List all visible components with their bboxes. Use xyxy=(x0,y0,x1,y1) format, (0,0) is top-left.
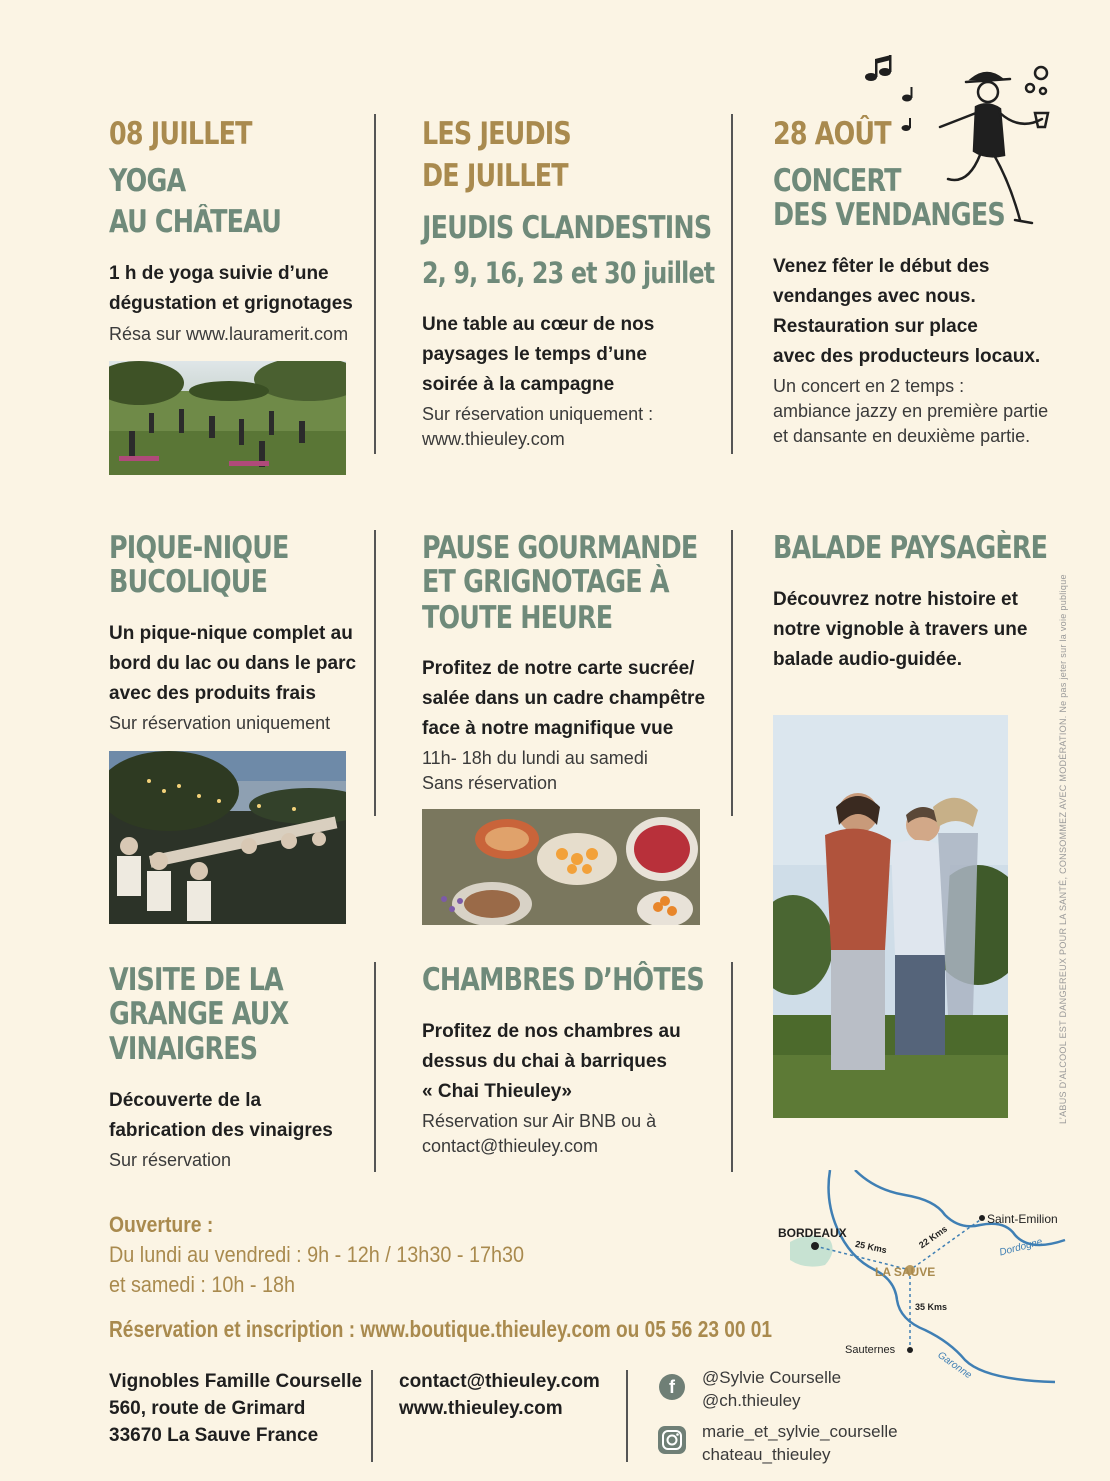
balade-desc-2: notre vignoble à travers une xyxy=(773,619,1028,640)
map-label-bordeaux: BORDEAUX xyxy=(778,1226,847,1240)
map-distance-35: 35 Kms xyxy=(915,1302,948,1312)
jeudis-note-2: www.thieuley.com xyxy=(422,429,565,449)
pause-desc-2: salée dans un cadre champêtre xyxy=(422,688,706,709)
event-title-jeudis: JEUDIS CLANDESTINS xyxy=(422,210,712,246)
event-date-concert: 28 AOÛT xyxy=(773,116,891,152)
pique-desc-2: bord du lac ou dans le parc xyxy=(109,653,357,674)
pause-desc-3: face à notre magnifique vue xyxy=(422,718,674,739)
divider xyxy=(374,962,376,1172)
balade-desc-1: Découvrez notre histoire et xyxy=(773,589,1018,610)
visite-title-3: VINAIGRES xyxy=(109,1031,258,1067)
pique-note: Sur réservation uniquement xyxy=(109,713,331,733)
concert-desc-4: avec des producteurs locaux. xyxy=(773,346,1041,367)
pause-note-1: 11h- 18h du lundi au samedi xyxy=(422,748,648,768)
map-label-saint-emilion: Saint-Emilion xyxy=(987,1212,1058,1226)
divider xyxy=(626,1370,628,1462)
reservation-line[interactable]: Réservation et inscription : www.boutique.thieuley.com ou 05 56 23 00 01 xyxy=(109,1316,773,1342)
legal-notice: L’ABUS D’ALCOOL EST DANGEREUX POUR LA SANTÉ, CONSOMMEZ AVEC MODÉRATION. Ne pas jeter sur la voie publique xyxy=(1058,574,1068,1124)
chambres-note-2: contact@thieuley.com xyxy=(422,1136,599,1156)
balade-title: BALADE PAYSAGÈRE xyxy=(773,530,1048,566)
footer-address-1: Vignobles Famille Courselle xyxy=(109,1371,363,1392)
jeudis-dates: 2, 9, 16, 23 et 30 juillet xyxy=(422,256,715,290)
pause-title-2: ET GRIGNOTAGE À xyxy=(422,564,669,600)
facebook-handle-2[interactable]: @ch.thieuley xyxy=(702,1391,801,1410)
instagram-handle-1[interactable]: marie_et_sylvie_courselle xyxy=(702,1422,898,1441)
map-label-dordogne: Dordogne xyxy=(998,1236,1044,1259)
pique-title-1: PIQUE-NIQUE xyxy=(109,530,289,566)
chambres-desc-2: dessus du chai à barriques xyxy=(422,1051,667,1072)
footer-address-3: 33670 La Sauve France xyxy=(109,1425,319,1446)
jeudis-desc-3: soirée à la campagne xyxy=(422,374,615,395)
event-title-concert-1: CONCERT xyxy=(773,163,901,199)
pique-desc-3: avec des produits frais xyxy=(109,683,316,704)
pause-title-3: TOUTE HEURE xyxy=(422,600,613,636)
dancer-illustration xyxy=(860,55,1065,230)
divider xyxy=(731,114,733,454)
event-date-jeudis-1: LES JEUDIS xyxy=(422,116,571,152)
concert-note-1: Un concert en 2 temps : xyxy=(773,376,965,396)
map-label-sauternes: Sauternes xyxy=(845,1344,896,1356)
divider xyxy=(731,530,733,816)
region-map xyxy=(775,1170,1075,1390)
visite-note: Sur réservation xyxy=(109,1150,232,1170)
event-date-yoga: 08 JUILLET xyxy=(109,116,252,152)
yoga-note: Résa sur www.lauramerit.com xyxy=(109,324,349,344)
concert-note-3: et dansante en deuxième partie. xyxy=(773,426,1031,446)
picnic-photo xyxy=(109,751,346,924)
ouverture-line-2: et samedi : 10h - 18h xyxy=(109,1272,296,1297)
pause-desc-1: Profitez de notre carte sucrée/ xyxy=(422,658,695,679)
map-distance-22: 22 Kms xyxy=(917,1223,950,1251)
owners-photo xyxy=(773,715,1008,1118)
footer-website[interactable]: www.thieuley.com xyxy=(399,1398,563,1419)
map-distance-25: 25 Kms xyxy=(854,1238,888,1256)
yoga-desc-1: 1 h de yoga suivie d’une xyxy=(109,263,329,284)
footer-email[interactable]: contact@thieuley.com xyxy=(399,1371,600,1392)
pique-desc-1: Un pique-nique complet au xyxy=(109,623,353,644)
instagram-icon[interactable] xyxy=(658,1426,686,1454)
concert-desc-1: Venez fêter le début des xyxy=(773,256,990,277)
facebook-handle-1[interactable]: @Sylvie Courselle xyxy=(702,1368,842,1387)
divider xyxy=(371,1370,373,1462)
instagram-handle-2[interactable]: chateau_thieuley xyxy=(702,1445,831,1464)
chambres-note-1: Réservation sur Air BNB ou à xyxy=(422,1111,657,1131)
event-title-yoga-2: AU CHÂTEAU xyxy=(109,204,282,240)
visite-title-2: GRANGE AUX xyxy=(109,996,289,1032)
divider xyxy=(374,114,376,454)
pause-title-1: PAUSE GOURMANDE xyxy=(422,530,698,566)
chambres-desc-1: Profitez de nos chambres au xyxy=(422,1021,681,1042)
map-label-la-sauve: LA SAUVE xyxy=(875,1265,936,1279)
facebook-icon[interactable]: f xyxy=(659,1374,685,1400)
event-title-concert-2: DES VENDANGES xyxy=(773,197,1005,233)
food-photo xyxy=(422,809,700,925)
concert-desc-2: vendanges avec nous. xyxy=(773,286,976,307)
visite-desc-1: Découverte de la xyxy=(109,1090,262,1111)
jeudis-desc-1: Une table au cœur de nos xyxy=(422,314,655,335)
jeudis-desc-2: paysages le temps d’une xyxy=(422,344,647,365)
event-date-jeudis-2: DE JUILLET xyxy=(422,158,568,194)
concert-note-2: ambiance jazzy en première partie xyxy=(773,401,1049,421)
yoga-photo xyxy=(109,361,346,475)
chambres-desc-3: « Chai Thieuley» xyxy=(422,1081,572,1102)
ouverture-line-1: Du lundi au vendredi : 9h - 12h / 13h30 - 17h30 xyxy=(109,1242,524,1267)
concert-desc-3: Restauration sur place xyxy=(773,316,978,337)
yoga-desc-2: dégustation et grignotages xyxy=(109,293,353,314)
pique-title-2: BUCOLIQUE xyxy=(109,564,268,600)
music-note-icon xyxy=(865,55,913,131)
footer-address-2: 560, route de Grimard xyxy=(109,1398,306,1419)
divider xyxy=(731,962,733,1172)
chambres-title: CHAMBRES D’HÔTES xyxy=(422,962,704,998)
jeudis-note-1: Sur réservation uniquement : xyxy=(422,404,654,424)
balade-desc-3: balade audio-guidée. xyxy=(773,649,962,670)
map-label-garonne: Garonne xyxy=(935,1349,974,1382)
visite-title-1: VISITE DE LA xyxy=(109,962,283,998)
ouverture-label: Ouverture : xyxy=(109,1212,214,1237)
pause-note-2: Sans réservation xyxy=(422,773,558,793)
divider xyxy=(374,530,376,816)
visite-desc-2: fabrication des vinaigres xyxy=(109,1120,333,1141)
event-title-yoga-1: YOGA xyxy=(109,163,186,199)
